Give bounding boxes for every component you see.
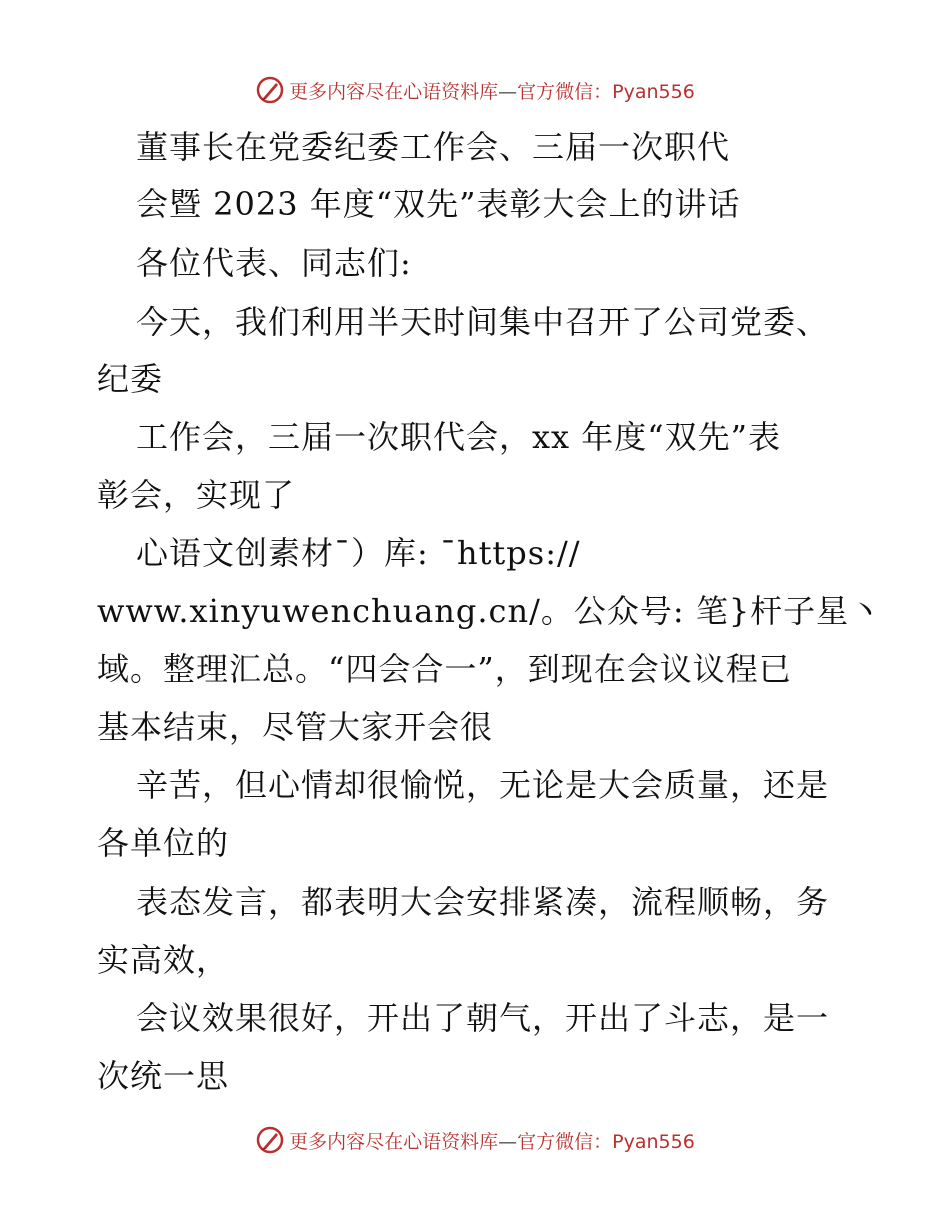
watermark-text: [289, 77, 695, 104]
watermark-title: 更多内容尽在心语资料库: [289, 80, 499, 103]
body-line: 纪委: [97, 360, 164, 398]
body-line: 会议效果很好，开出了朝气，开出了斗志，是一: [136, 999, 830, 1037]
body-line: www.xinyuwenchuang.cn/。公众号: 笔}杆子星丶: [97, 592, 883, 630]
header-watermark: [0, 70, 950, 110]
body-line: 表态发言，都表明大会安排紧凑，流程顺畅，务: [136, 883, 830, 921]
body-line: 今天，我们利用半天时间集中召开了公司党委、: [136, 303, 830, 341]
watermark-title: 更多内容尽在心语资料库: [289, 1130, 499, 1153]
body-line: 实高效，: [97, 941, 230, 979]
title-line-2: 会暨 2023 年度“双先”表彰大会上的讲话: [136, 185, 741, 223]
quill-pen-logo-icon: [255, 1125, 285, 1155]
body-line: 彰会，实现了: [97, 476, 296, 514]
body-line: 次统一思: [97, 1057, 230, 1095]
body-line: 基本结束，尽管大家开会很: [97, 708, 494, 746]
salutation: 各位代表、同志们:: [136, 244, 412, 282]
footer-watermark: [0, 1120, 950, 1160]
body-line: 各单位的: [97, 824, 230, 862]
body-line: 心语文创素材¯）库: ¯https://: [136, 534, 581, 572]
body-line: 工作会，三届一次职代会，xx 年度“双先”表: [136, 418, 781, 456]
watermark-separator: —: [498, 1130, 518, 1153]
watermark-contact: 官方微信：Pyan556: [517, 80, 695, 103]
watermark-separator: —: [498, 80, 518, 103]
watermark-contact: 官方微信：Pyan556: [517, 1130, 695, 1153]
quill-pen-logo-icon: [255, 75, 285, 105]
title-line-1: 董事长在党委纪委工作会、三届一次职代: [136, 128, 731, 166]
body-line: 域。整理汇总。“四会合一”，到现在会议议程已: [97, 650, 792, 688]
watermark-text: [289, 1127, 695, 1154]
body-line: 辛苦，但心情却很愉悦，无论是大会质量，还是: [136, 766, 830, 804]
